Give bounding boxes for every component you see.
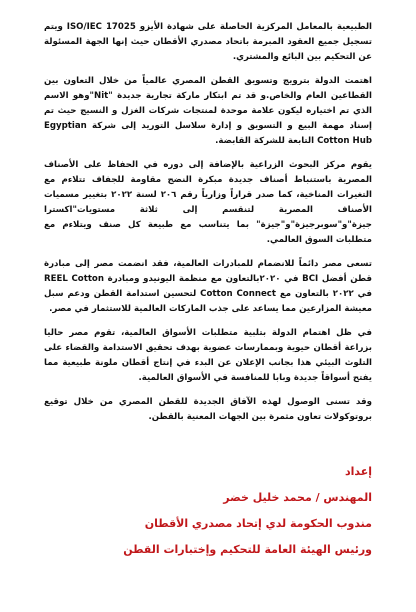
paragraph-agricultural-research: يقوم مركز البحوث الزراعية بالإضافة إلى دوره في الحفاظ على الأصناف المصرية باستنباط أصناف جديدة مبكرة النضج مقاومة للجفاف تتلاءم مع التغيرات المناخية، كما صدر قراراً وزارياً رقم ٢٠٦ لسنة ٢٠٢٢ بتغيير مسميات الأصناف المصرية لتنقسم إلى ثلاثة مستويات"اكسترا جيزة"و"سوبرجيزة"و"جيزة" بما يتناسب مع طبيعة كل صنف ويتلاءم مع متطلبات السوق العالمي.	[44, 160, 372, 245]
author-role-authority-head: ورئيس الهيئة العامة للتحكيم وإختبارات القطن	[123, 543, 372, 556]
paragraph-marketing-brand: اهتمت الدولة بترويج وتسويق القطن المصري عالمياً من خلال التعاون بين القطاعين العام والخاص.و قد تم ابتكار ماركة تجارية جديدة "Nit"وهو الاسم الذي تم اختياره ليكون علامة موحدة لمنتجات شركات الغزل و النسيج حيث تم إسناد مهمة البيع و التسويق و إدارة سلاسل التوريد إلى شركة Egyptian Cotton Hub التابعة للشركة القابضة.	[44, 76, 372, 146]
author-name: المهندس / محمد خليل خضر	[223, 491, 372, 504]
paragraph-global-initiatives: تسعى مصر دائماً للانضمام للمبادرات العالمية، فقد انضمت مصر إلى مبادرة قطن أفضل BCI في ٢٠٢٠بالتعاون مع منظمة اليونيدو ومبادرة REEL Cotton في ٢٠٢٢ بالتعاون مع Cotton Connect لتحسين استدامة القطن ودعم سبل معيشة المزارعين مما يساعد على جذب الماركات العالمية للاستثمار في مصر.	[44, 259, 372, 314]
paragraph-organic-cotton: في ظل اهتمام الدولة بتلبية متطلبات الأسواق العالمية، تقوم مصر حاليا بزراعة أقطان حيوية وبممارسات عضوية بهدف تحقيق الاستدامة والقضاء على التلوث البيئي هذا بجانب الإعلان عن البدء في إنتاج أقطان ملونة طبيعية مما يفتح أسواقاً جديدة وبابا للمنافسة في الأسواق العالمية.	[44, 328, 372, 383]
paragraph-lab-certification: الطبيعية بالمعامل المركزية الحاصلة على شهادة الأيزو ISO/IEC 17025 ويتم تسجيل جميع العقود المبرمة باتحاد مصدري الأقطان حيث إنها الجهة المسئولة عن التحكيم بين البائع والمشتري.	[44, 22, 372, 62]
paragraph-protocols: وقد تسنى الوصول لهذه الآفاق الجديدة للقطن المصري من خلال توقيع بروتوكولات تعاون مثمرة بين الجهات المعنية بالقطن.	[44, 397, 372, 422]
signature-block	[123, 459, 372, 563]
author-role-government-delegate: مندوب الحكومة لدي إتحاد مصدري الأقطان	[144, 517, 372, 530]
prepared-by-label: إعداد	[344, 465, 372, 478]
